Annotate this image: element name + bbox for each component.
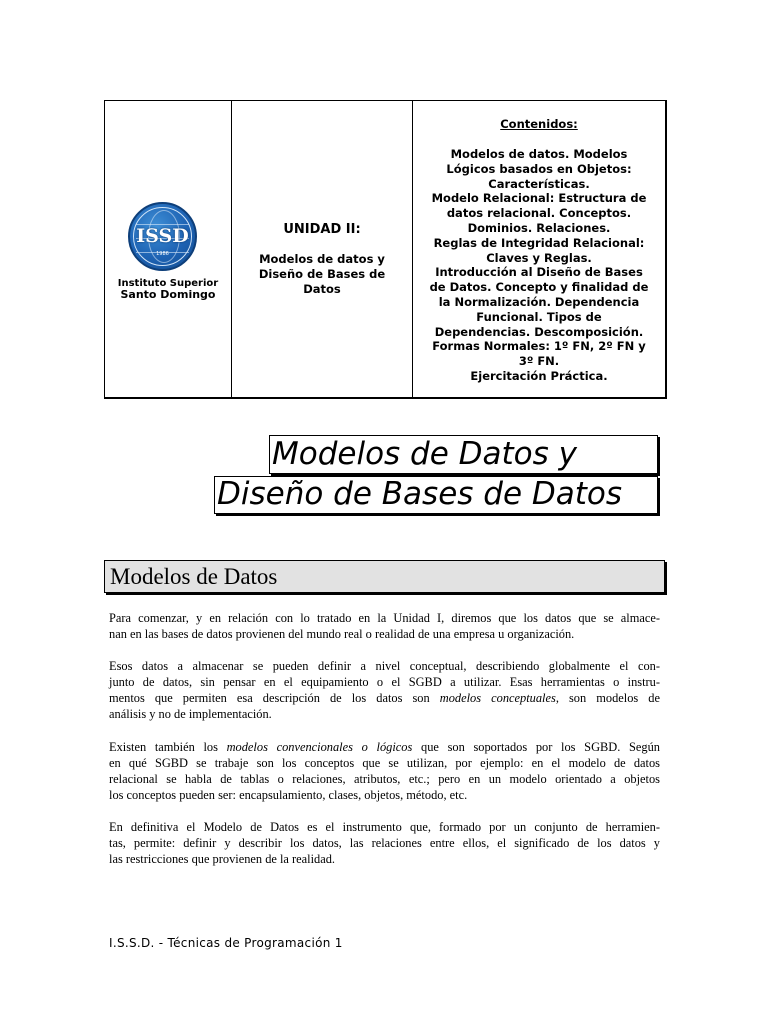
contents-line: Introducción al Diseño de Bases	[435, 265, 643, 280]
document-title-line-2: Diseño de Bases de Datos	[214, 476, 658, 514]
paragraph-line	[109, 739, 660, 755]
unit-subtitle-line: Diseño de Bases de	[258, 267, 386, 281]
logo-cell	[105, 101, 232, 397]
paragraph-line: junto de datos, sin pensar en el equipamiento o el SGBD a utilizar. Esas herramientas o instru-	[109, 675, 660, 689]
text-run: , son modelos de	[555, 691, 660, 705]
paragraph-line: Para comenzar, y en relación con lo tratado en la Unidad I, diremos que los datos que se almace-	[109, 611, 660, 625]
header-table	[104, 100, 667, 399]
unit-subtitle-line: Modelos de datos y	[259, 252, 385, 266]
paragraph-line: Esos datos a almacenar se pueden definir a nivel conceptual, describiendo globalmente el con-	[109, 659, 660, 673]
contents-line: la Normalización. Dependencia	[438, 294, 640, 309]
document-title-line-1: Modelos de Datos y	[269, 435, 658, 474]
contents-heading: Contenidos:	[500, 117, 578, 131]
emphasis-conceptual-models: modelos conceptuales	[439, 691, 556, 705]
contents-line: de Datos. Concepto y finalidad de	[429, 280, 649, 295]
unit-subtitle-line: Datos	[303, 282, 341, 296]
paragraph-2	[109, 658, 660, 722]
paragraph-line: en qué SGBD se trabaje son los conceptos que se utilizan, por ejemplo: en el modelo de datos	[109, 756, 660, 770]
paragraph-line: relacional se habla de tablas o relaciones, atributos, etc.; pero en un modelo orientado a objetos	[109, 772, 660, 786]
paragraph-3	[109, 739, 660, 803]
contents-line: Características.	[488, 176, 590, 191]
logo-year: 1986	[156, 251, 169, 257]
contents-list	[417, 147, 661, 384]
unit-title: UNIDAD II:	[283, 222, 361, 237]
institution-line-2: Santo Domingo	[120, 288, 216, 301]
paragraph-line: análisis y no de implementación.	[109, 707, 272, 721]
contents-line: datos relacional. Conceptos.	[446, 206, 632, 221]
contents-line: Funcional. Tipos de	[476, 309, 602, 324]
contents-line: Ejercitación Práctica.	[470, 368, 608, 383]
paragraph-line: nan en las bases de datos provienen del mundo real o realidad de una empresa u organización.	[109, 627, 575, 641]
section-heading: Modelos de Datos	[104, 560, 665, 593]
logo-acronym: ISSD	[136, 225, 189, 247]
contents-cell	[413, 101, 665, 397]
contents-line: 3º FN.	[518, 354, 560, 369]
page-footer: I.S.S.D. - Técnicas de Programación 1	[109, 936, 343, 950]
paragraph-4	[109, 819, 660, 867]
paragraph-1	[109, 610, 660, 642]
contents-line: Lógicos basados en Objetos:	[446, 161, 632, 176]
contents-line: Modelos de datos. Modelos	[450, 147, 628, 161]
contents-line: Reglas de Integridad Relacional:	[433, 235, 645, 250]
institution-name	[105, 278, 231, 300]
issd-logo	[128, 202, 197, 271]
unit-subtitle	[244, 252, 400, 297]
paragraph-line: En definitiva el Modelo de Datos es el instrumento que, formado por un conjunto de herramien-	[109, 820, 660, 834]
contents-line: Claves y Reglas.	[486, 250, 592, 265]
text-run: que son soportados por los SGBD. Según	[412, 740, 660, 754]
contents-line: Dominios. Relaciones.	[467, 220, 611, 235]
text-run: mentos que permiten esa descripción de los datos son	[109, 691, 440, 705]
paragraph-line: las restricciones que provienen de la realidad.	[109, 852, 336, 866]
contents-line: Dependencias. Descomposición.	[434, 324, 644, 339]
institution-line-1: Instituto Superior	[117, 278, 219, 289]
paragraph-line	[109, 690, 660, 706]
contents-line: Modelo Relacional: Estructura de	[431, 191, 647, 206]
emphasis-logical-models: modelos convencionales o lógicos	[226, 740, 413, 754]
unit-cell	[232, 101, 413, 397]
text-run: Existen también los	[109, 740, 227, 754]
paragraph-line: tas, permite: definir y describir los datos, las relaciones entre ellos, el significado de los datos y	[109, 836, 660, 850]
paragraph-line: los conceptos pueden ser: encapsulamiento, clases, objetos, método, etc.	[109, 788, 468, 802]
contents-line: Formas Normales: 1º FN, 2º FN y	[432, 339, 646, 354]
